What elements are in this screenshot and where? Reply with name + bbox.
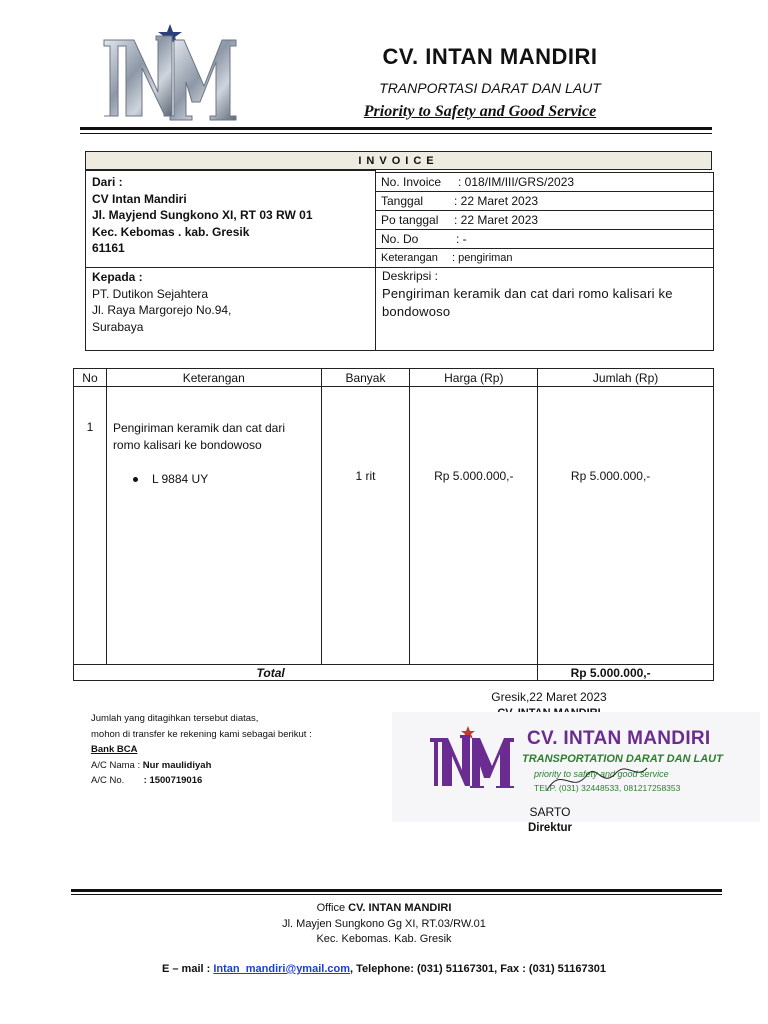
row-no: 1: [74, 387, 107, 665]
footer-address-1: Jl. Mayjen Sungkono Gg XI, RT.03/RW.01: [282, 917, 486, 930]
account-number-row: [91, 773, 312, 789]
description-text: Pengiriman keramik dan cat dari romo kalisari ke bondowoso: [382, 286, 673, 319]
stamp-phone: TELP. (031) 32448533, 081217258353: [534, 783, 681, 793]
col-header-amount: Jumlah (Rp): [538, 369, 714, 387]
meta-po-date: Po tanggal : 22 Maret 2023: [376, 211, 713, 230]
items-table: [73, 368, 714, 681]
footer-contacts: [0, 963, 768, 975]
signatory-name: SARTO: [529, 805, 571, 819]
header-divider-thick: [80, 127, 712, 130]
footer-office-name: CV. INTAN MANDIRI: [348, 902, 452, 914]
signature-place-date: Gresik,22 Maret 2023: [491, 690, 607, 704]
stamp-company-name: CV. INTAN MANDIRI: [527, 728, 711, 749]
row-price: Rp 5.000.000,-: [410, 387, 538, 665]
recipient-name: PT. Dutikon Sejahtera: [92, 286, 209, 301]
recipient-block: [85, 267, 376, 351]
total-row: [74, 665, 714, 681]
company-name: CV. INTAN MANDIRI: [382, 44, 598, 69]
row-description: Pengiriman keramik dan cat dari romo kalisari ke bondowoso: [112, 421, 286, 452]
invoice-meta: [375, 172, 714, 268]
row-quantity: 1 rit: [321, 387, 410, 665]
footer-office-prefix: Office: [316, 902, 346, 914]
recipient-label: Kepada :: [92, 270, 143, 284]
sender-label: Dari :: [92, 175, 123, 189]
invoice-title: INVOICE: [85, 151, 712, 170]
header-divider-thin: [80, 133, 712, 134]
description-label: Deskripsi :: [382, 269, 439, 283]
stamp-slogan: priority to safety and good service: [534, 769, 669, 779]
meta-note: Keterangan : pengiriman: [381, 252, 513, 264]
account-number-label: A/C No.: [91, 775, 125, 786]
company-tagline: TRANPORTASI DARAT DAN LAUT: [379, 80, 601, 96]
row-bullet-item: [113, 471, 311, 488]
footer-email-label: E – mail :: [161, 963, 211, 975]
sender-name: CV Intan Mandiri: [92, 191, 187, 206]
account-name: Nur maulidiyah: [142, 759, 212, 771]
signatory-title: Direktur: [527, 822, 573, 834]
total-label: Total: [74, 665, 538, 681]
col-header-description: Keterangan: [106, 369, 321, 387]
footer-address-2: Kec. Kebomas. Kab. Gresik: [316, 933, 452, 945]
meta-do-number: No. Do : -: [376, 230, 713, 249]
account-name-row: [91, 758, 312, 774]
table-row: [74, 387, 714, 665]
col-header-price: Harga (Rp): [410, 369, 538, 387]
sender-block: [85, 170, 376, 268]
footer-office: [0, 901, 768, 948]
row-description-cell: [106, 387, 321, 665]
meta-date: Tanggal : 22 Maret 2023: [376, 192, 713, 211]
payment-line-2: mohon di transfer ke rekening kami sebagai berikut :: [91, 728, 312, 740]
signature-scribble-icon: [542, 760, 652, 800]
sender-address-2: Kec. Kebomas . kab. Gresik: [92, 224, 250, 239]
footer-divider-thick: [71, 889, 722, 892]
bullet-icon: [133, 477, 138, 482]
row-amount: Rp 5.000.000,-: [538, 387, 714, 665]
sender-postal: 61161: [92, 241, 125, 255]
total-value: Rp 5.000.000,-: [538, 665, 714, 681]
footer-email-link[interactable]: Intan_mandiri@ymail.com: [213, 963, 350, 975]
row-vehicle-plate: L 9884 UY: [151, 472, 209, 486]
signatory: [500, 804, 600, 836]
recipient-address-2: Surabaya: [92, 319, 144, 334]
footer-office-line: [0, 901, 768, 917]
table-header-row: [74, 369, 714, 387]
account-name-label: A/C Nama :: [91, 759, 141, 771]
account-number: : 1500719016: [143, 775, 203, 786]
company-logo: [100, 22, 240, 122]
sender-address-1: Jl. Mayjend Sungkono XI, RT 03 RW 01: [92, 208, 313, 222]
description-block: [375, 267, 714, 351]
meta-invoice-number: No. Invoice : 018/IM/III/GRS/2023: [376, 173, 713, 192]
col-header-quantity: Banyak: [321, 369, 410, 387]
stamp-logo-icon: [428, 726, 518, 788]
payment-info: [91, 711, 312, 789]
footer-divider-thin: [71, 894, 722, 895]
company-slogan: Priority to Safety and Good Service: [363, 103, 597, 120]
col-header-no: No: [74, 369, 107, 387]
footer-phone-fax: , Telephone: (031) 51167301, Fax : (031) 51167301: [350, 963, 607, 975]
bank-name: Bank BCA: [91, 744, 138, 755]
payment-line-1: Jumlah yang ditagihkan tersebut diatas,: [91, 713, 259, 724]
recipient-address-1: Jl. Raya Margorejo No.94,: [92, 303, 232, 317]
stamp-tagline: TRANSPORTATION DARAT DAN LAUT: [522, 753, 723, 765]
